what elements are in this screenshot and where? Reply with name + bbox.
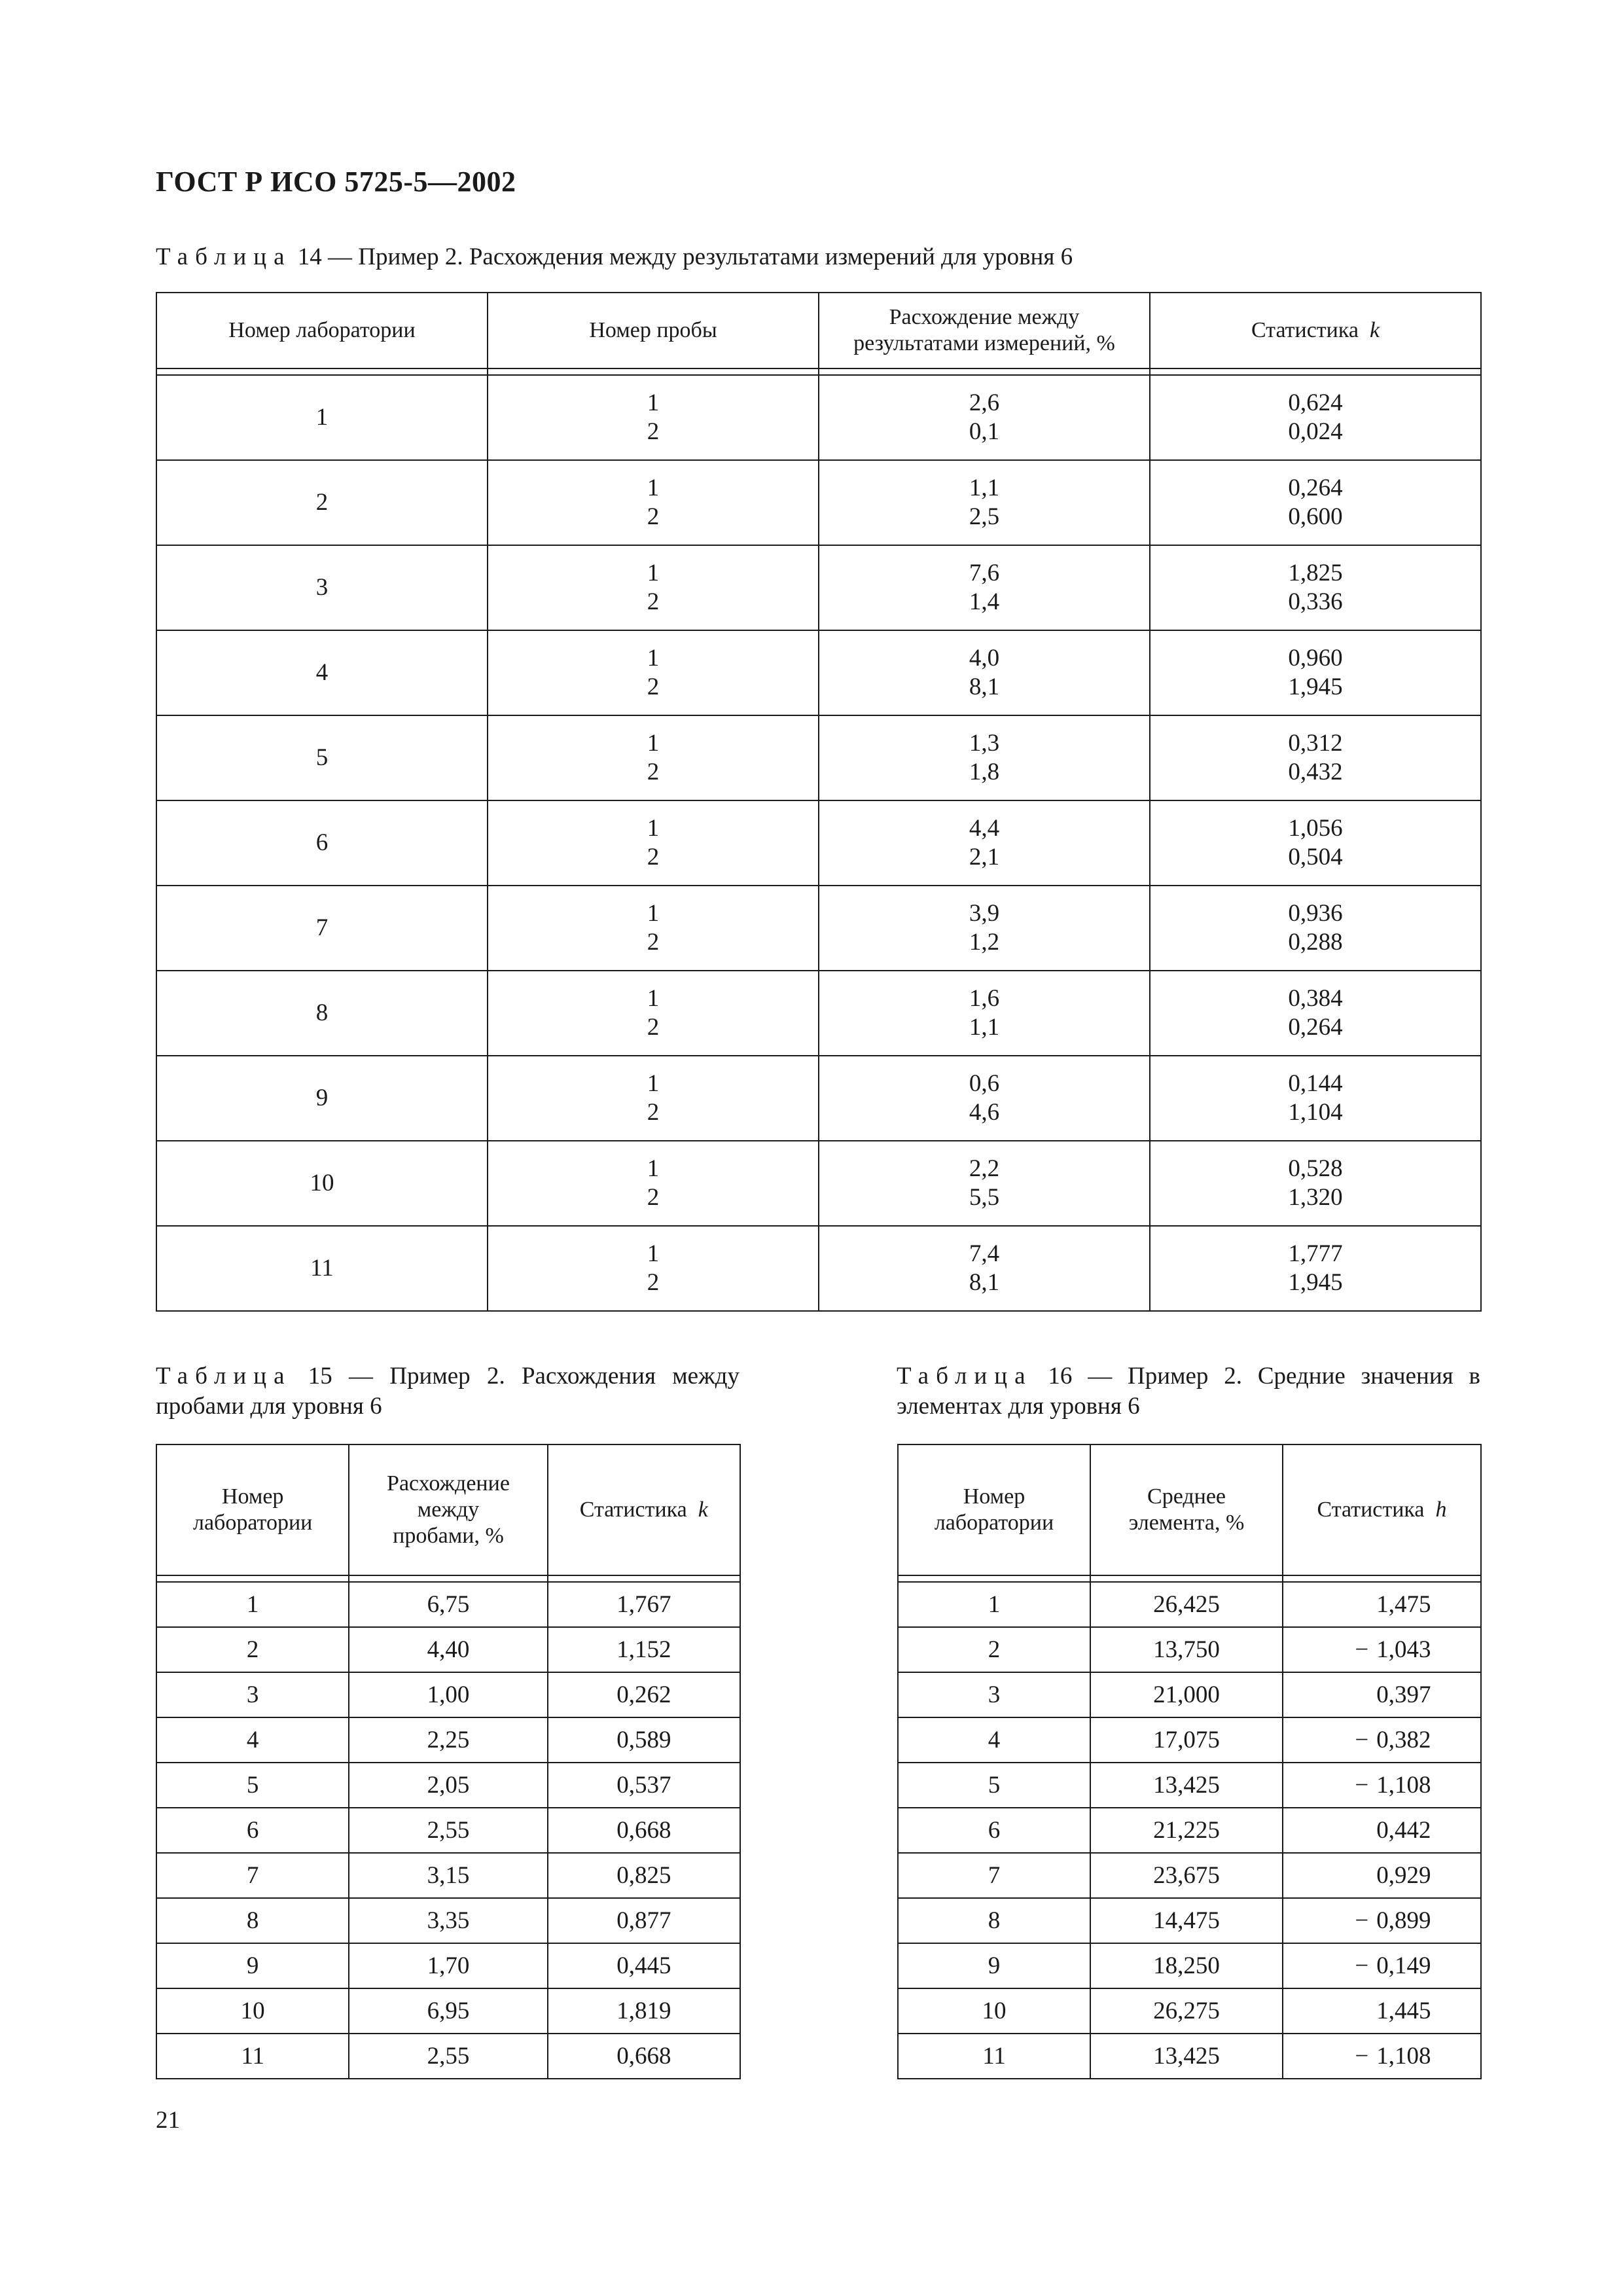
- table-15-caption-text: 15 — Пример 2. Расхождения между пробами для уровня 6: [156, 1363, 740, 1420]
- cell-value: 1,2: [969, 929, 1000, 956]
- statistic-h-value: [1333, 1952, 1431, 1981]
- cell-value: 1,104: [1288, 1099, 1343, 1126]
- header-line: пробами, %: [393, 1524, 504, 1548]
- lab-number-cell: 5: [898, 1763, 1090, 1808]
- cell-mean-cell: 26,275: [1090, 1988, 1283, 2034]
- value: 0,442: [1376, 1816, 1431, 1844]
- cell-value: 1: [647, 730, 660, 757]
- lab-number-cell: 10: [898, 1988, 1090, 2034]
- cell-mean-cell: 23,675: [1090, 1853, 1283, 1898]
- cell-value: 1: [647, 645, 660, 672]
- cell-value: 2: [647, 1184, 660, 1211]
- cell-value: 1,1: [969, 1014, 1000, 1041]
- statistic-h-value: [1333, 1590, 1431, 1619]
- lab-number-cell: 2: [898, 1627, 1090, 1672]
- statistic-k-cell: 0,445: [548, 1943, 740, 1988]
- table-row: [156, 1808, 740, 1853]
- discrepancy-cell: 3,15: [349, 1853, 547, 1898]
- cell-value: 0,624: [1288, 389, 1343, 416]
- table-row: [898, 1582, 1481, 1627]
- table-16-caption-word: Таблица: [897, 1363, 1033, 1390]
- statistic-k-cell: 0,877: [548, 1898, 740, 1943]
- cell-mean-cell: 14,475: [1090, 1898, 1283, 1943]
- table-14: [156, 292, 1482, 1312]
- cell-value: 1,056: [1288, 815, 1343, 842]
- lab-number-cell: 3: [156, 545, 488, 630]
- cell-value: 2: [647, 673, 660, 700]
- cell-value: 2: [647, 503, 660, 530]
- cell-value: 4,0: [969, 645, 1000, 672]
- cell-value: 1: [647, 815, 660, 842]
- table-row: [156, 630, 1481, 715]
- statistic-k-cell: 0,537: [548, 1763, 740, 1808]
- sign: −: [1355, 1952, 1369, 1979]
- discrepancy-cell: [819, 630, 1150, 715]
- cell-value: 0,264: [1288, 1014, 1343, 1041]
- header-line: Расхождение: [387, 1471, 510, 1496]
- lab-number-cell: 2: [156, 1627, 349, 1672]
- discrepancy-cell: 2,55: [349, 2034, 547, 2079]
- cell-value: 1,4: [969, 588, 1000, 615]
- cell-value: 1,320: [1288, 1184, 1343, 1211]
- sample-number-cell: [488, 886, 819, 971]
- header-statistic-symbol: k: [1369, 318, 1380, 342]
- header-lab-number: [156, 1444, 349, 1575]
- statistic-h-cell: [1283, 1943, 1481, 1988]
- cell-value: 0,504: [1288, 844, 1343, 870]
- table-16-caption-text: 16 — Пример 2. Средние значения в элементах для уровня 6: [897, 1363, 1480, 1420]
- sign: −: [1355, 1636, 1369, 1663]
- cell-value: 0,024: [1288, 418, 1343, 445]
- cell-value: 5,5: [969, 1184, 1000, 1211]
- discrepancy-cell: [819, 1141, 1150, 1226]
- statistic-k-cell: [1150, 715, 1481, 800]
- lab-number-cell: 4: [156, 1717, 349, 1763]
- statistic-h-cell: [1283, 1763, 1481, 1808]
- cell-value: 1,945: [1288, 1269, 1343, 1296]
- statistic-h-cell: [1283, 1717, 1481, 1763]
- discrepancy-cell: [819, 971, 1150, 1056]
- statistic-h-cell: [1283, 1672, 1481, 1717]
- cell-value: 2,1: [969, 844, 1000, 870]
- table-row: [156, 1898, 740, 1943]
- discrepancy-cell: 6,95: [349, 1988, 547, 2034]
- lab-number-cell: 7: [898, 1853, 1090, 1898]
- lab-number-cell: 11: [898, 2034, 1090, 2079]
- table-row: [898, 1672, 1481, 1717]
- statistic-k-cell: 0,589: [548, 1717, 740, 1763]
- cell-mean-cell: 18,250: [1090, 1943, 1283, 1988]
- table-row: [156, 1627, 740, 1672]
- lab-number-cell: 6: [156, 800, 488, 886]
- cell-value: 2,5: [969, 503, 1000, 530]
- cell-value: 0,600: [1288, 503, 1343, 530]
- table-14-caption-word: Таблица: [156, 243, 292, 270]
- cell-value: 1,945: [1288, 673, 1343, 700]
- lab-number-cell: 7: [156, 1853, 349, 1898]
- statistic-h-cell: [1283, 1898, 1481, 1943]
- value: 1,043: [1376, 1636, 1431, 1663]
- statistic-k-cell: [1150, 886, 1481, 971]
- header-line: Номер: [221, 1484, 284, 1509]
- statistic-k-cell: 0,668: [548, 1808, 740, 1853]
- table-15-caption: [156, 1361, 740, 1422]
- lab-number-cell: 1: [156, 1582, 349, 1627]
- statistic-h-value: [1333, 1771, 1431, 1800]
- cell-value: 1: [647, 1155, 660, 1182]
- cell-value: 1: [647, 985, 660, 1012]
- discrepancy-cell: [819, 886, 1150, 971]
- cell-value: 0,1: [969, 418, 1000, 445]
- lab-number-cell: 1: [156, 375, 488, 460]
- table-row: [156, 1988, 740, 2034]
- cell-value: 2: [647, 844, 660, 870]
- statistic-k-cell: [1150, 630, 1481, 715]
- cell-mean-cell: 13,425: [1090, 2034, 1283, 2079]
- cell-value: 0,936: [1288, 900, 1343, 927]
- sample-number-cell: [488, 375, 819, 460]
- cell-value: 2,6: [969, 389, 1000, 416]
- header-lab-number: [898, 1444, 1090, 1575]
- cell-value: 0,384: [1288, 985, 1343, 1012]
- cell-value: 1: [647, 1070, 660, 1097]
- value: 1,475: [1376, 1590, 1431, 1618]
- statistic-h-cell: [1283, 1808, 1481, 1853]
- cell-value: 0,336: [1288, 588, 1343, 615]
- sample-number-cell: [488, 630, 819, 715]
- discrepancy-cell: 3,35: [349, 1898, 547, 1943]
- statistic-k-cell: [1150, 1056, 1481, 1141]
- table-row: [898, 1717, 1481, 1763]
- header-cell-mean: [1090, 1444, 1283, 1575]
- discrepancy-cell: [819, 800, 1150, 886]
- cell-value: 4,4: [969, 815, 1000, 842]
- table-row: [156, 1056, 1481, 1141]
- sample-number-cell: [488, 800, 819, 886]
- statistic-k-cell: [1150, 1226, 1481, 1311]
- lab-number-cell: 9: [898, 1943, 1090, 1988]
- cell-value: 4,6: [969, 1099, 1000, 1126]
- value: 1,108: [1376, 1771, 1431, 1799]
- cell-value: 1: [647, 1240, 660, 1267]
- statistic-h-value: [1333, 1907, 1431, 1935]
- cell-value: 1,6: [969, 985, 1000, 1012]
- sample-number-cell: [488, 971, 819, 1056]
- discrepancy-cell: 2,05: [349, 1763, 547, 1808]
- statistic-h-cell: [1283, 1627, 1481, 1672]
- cell-value: 2,2: [969, 1155, 1000, 1182]
- statistic-k-cell: [1150, 375, 1481, 460]
- cell-value: 1: [647, 900, 660, 927]
- table-row: [156, 1141, 1481, 1226]
- lab-number-cell: 9: [156, 1056, 488, 1141]
- sample-number-cell: [488, 1226, 819, 1311]
- header-discrepancy: [819, 293, 1150, 368]
- discrepancy-cell: [819, 375, 1150, 460]
- header-line: лаборатории: [934, 1511, 1054, 1535]
- table-row: [898, 1943, 1481, 1988]
- sample-number-cell: [488, 1141, 819, 1226]
- lab-number-cell: 3: [156, 1672, 349, 1717]
- statistic-k-cell: 1,767: [548, 1582, 740, 1627]
- sample-number-cell: [488, 460, 819, 545]
- header-line: элемента, %: [1128, 1511, 1245, 1535]
- cell-value: 1: [647, 389, 660, 416]
- sample-number-cell: [488, 1056, 819, 1141]
- statistic-h-value: [1333, 1816, 1431, 1845]
- lab-number-cell: 3: [898, 1672, 1090, 1717]
- cell-mean-cell: 13,750: [1090, 1627, 1283, 1672]
- value: 0,899: [1376, 1907, 1431, 1934]
- table-row: [156, 1717, 740, 1763]
- statistic-h-value: [1333, 1636, 1431, 1664]
- lab-number-cell: 9: [156, 1943, 349, 1988]
- header-statistic-k: [1150, 293, 1481, 368]
- table-row: [156, 2034, 740, 2079]
- lab-number-cell: 7: [156, 886, 488, 971]
- header-statistic-symbol: k: [698, 1498, 708, 1522]
- discrepancy-cell: [819, 715, 1150, 800]
- table-14-caption-text: 14 — Пример 2. Расхождения между результатами измерений для уровня 6: [291, 243, 1073, 270]
- statistic-h-value: [1333, 1726, 1431, 1755]
- cell-mean-cell: 13,425: [1090, 1763, 1283, 1808]
- cell-value: 0,288: [1288, 929, 1343, 956]
- lab-number-cell: 5: [156, 715, 488, 800]
- discrepancy-cell: 6,75: [349, 1582, 547, 1627]
- cell-value: 1,8: [969, 759, 1000, 785]
- cell-value: 1,3: [969, 730, 1000, 757]
- sign: −: [1355, 2042, 1369, 2070]
- cell-value: 2: [647, 1014, 660, 1041]
- cell-value: 1,777: [1288, 1240, 1343, 1267]
- discrepancy-cell: [819, 1226, 1150, 1311]
- value: 1,445: [1376, 1997, 1431, 2024]
- cell-value: 1,1: [969, 475, 1000, 501]
- statistic-h-value: [1333, 1997, 1431, 2026]
- discrepancy-cell: [819, 1056, 1150, 1141]
- lab-number-cell: 4: [156, 630, 488, 715]
- table-row: [898, 1627, 1481, 1672]
- cell-value: 2: [647, 1099, 660, 1126]
- header-sample-discrepancy: [349, 1444, 547, 1575]
- cell-value: 8,1: [969, 673, 1000, 700]
- cell-value: 2: [647, 588, 660, 615]
- lab-number-cell: 8: [898, 1898, 1090, 1943]
- cell-mean-cell: 21,225: [1090, 1808, 1283, 1853]
- cell-value: 0,6: [969, 1070, 1000, 1097]
- table-row: [156, 1226, 1481, 1311]
- lab-number-cell: 2: [156, 460, 488, 545]
- cell-value: 1: [647, 475, 660, 501]
- table-row: [156, 545, 1481, 630]
- lab-number-cell: 1: [898, 1582, 1090, 1627]
- table-16-caption: [897, 1361, 1480, 1422]
- value: 0,397: [1376, 1681, 1431, 1708]
- table-row: [898, 1898, 1481, 1943]
- cell-value: 0,432: [1288, 759, 1343, 785]
- sign: −: [1355, 1726, 1369, 1753]
- header-line: между: [417, 1498, 480, 1522]
- header-line: лаборатории: [192, 1511, 313, 1535]
- statistic-k-cell: [1150, 545, 1481, 630]
- discrepancy-cell: 2,25: [349, 1717, 547, 1763]
- table-row: [156, 971, 1481, 1056]
- document-id: ГОСТ Р ИСО 5725-5—2002: [156, 166, 516, 198]
- statistic-k-cell: [1150, 800, 1481, 886]
- lab-number-cell: 8: [156, 971, 488, 1056]
- cell-value: 0,264: [1288, 475, 1343, 501]
- statistic-h-cell: [1283, 1582, 1481, 1627]
- cell-value: 0,312: [1288, 730, 1343, 757]
- cell-mean-cell: 21,000: [1090, 1672, 1283, 1717]
- table-row: [156, 1582, 740, 1627]
- table-row: [898, 1853, 1481, 1898]
- statistic-h-cell: [1283, 2034, 1481, 2079]
- discrepancy-cell: [819, 460, 1150, 545]
- sign: −: [1355, 1907, 1369, 1934]
- table-14-caption: [156, 242, 1073, 272]
- table-row: [898, 2034, 1481, 2079]
- value: 0,149: [1376, 1952, 1431, 1979]
- table-row: [156, 1763, 740, 1808]
- sign: −: [1355, 1771, 1369, 1799]
- table-row: [898, 1763, 1481, 1808]
- statistic-h-value: [1333, 1681, 1431, 1710]
- table-row: [898, 1988, 1481, 2034]
- cell-value: 1: [647, 560, 660, 586]
- header-statistic-h: [1283, 1444, 1481, 1575]
- statistic-k-cell: 0,825: [548, 1853, 740, 1898]
- header-discrepancy-line1: Расхождение между: [889, 305, 1080, 329]
- discrepancy-cell: [819, 545, 1150, 630]
- cell-value: 0,144: [1288, 1070, 1343, 1097]
- cell-value: 2: [647, 1269, 660, 1296]
- sample-number-cell: [488, 715, 819, 800]
- cell-value: 3,9: [969, 900, 1000, 927]
- statistic-h-cell: [1283, 1853, 1481, 1898]
- statistic-k-cell: 0,262: [548, 1672, 740, 1717]
- statistic-h-value: [1333, 2042, 1431, 2071]
- header-line: Среднее: [1147, 1484, 1226, 1509]
- lab-number-cell: 6: [156, 1808, 349, 1853]
- discrepancy-cell: 1,70: [349, 1943, 547, 1988]
- sample-number-cell: [488, 545, 819, 630]
- statistic-k-cell: 1,819: [548, 1988, 740, 2034]
- cell-value: 1,825: [1288, 560, 1343, 586]
- discrepancy-cell: 2,55: [349, 1808, 547, 1853]
- discrepancy-cell: 1,00: [349, 1672, 547, 1717]
- cell-value: 7,4: [969, 1240, 1000, 1267]
- discrepancy-cell: 4,40: [349, 1627, 547, 1672]
- statistic-k-cell: [1150, 971, 1481, 1056]
- table-row: [156, 800, 1481, 886]
- table-15-caption-word: Таблица: [156, 1363, 292, 1390]
- lab-number-cell: 8: [156, 1898, 349, 1943]
- cell-value: 8,1: [969, 1269, 1000, 1296]
- lab-number-cell: 5: [156, 1763, 349, 1808]
- table-row: [156, 886, 1481, 971]
- table-row: [156, 1853, 740, 1898]
- statistic-k-cell: [1150, 460, 1481, 545]
- table-row: [156, 1943, 740, 1988]
- lab-number-cell: 4: [898, 1717, 1090, 1763]
- header-statistic-symbol: h: [1435, 1498, 1447, 1522]
- cell-value: 0,960: [1288, 645, 1343, 672]
- table-row: [156, 375, 1481, 460]
- lab-number-cell: 11: [156, 2034, 349, 2079]
- cell-value: 2: [647, 929, 660, 956]
- lab-number-cell: 10: [156, 1141, 488, 1226]
- table-row: [156, 460, 1481, 545]
- lab-number-cell: 11: [156, 1226, 488, 1311]
- cell-mean-cell: 17,075: [1090, 1717, 1283, 1763]
- header-lab-number: Номер лаборатории: [156, 293, 488, 368]
- header-line: Номер: [963, 1484, 1026, 1509]
- table-row: [898, 1808, 1481, 1853]
- statistic-h-cell: [1283, 1988, 1481, 2034]
- header-discrepancy-line2: результатами измерений, %: [853, 331, 1115, 355]
- cell-mean-cell: 26,425: [1090, 1582, 1283, 1627]
- header-statistic-label: Статистика: [579, 1498, 687, 1522]
- statistic-k-cell: 1,152: [548, 1627, 740, 1672]
- table-16: [897, 1444, 1482, 2079]
- cell-value: 2: [647, 418, 660, 445]
- statistic-k-cell: [1150, 1141, 1481, 1226]
- page-number: 21: [156, 2107, 180, 2134]
- header-statistic-label: Статистика: [1317, 1498, 1425, 1522]
- header-statistic-label: Статистика: [1251, 318, 1359, 342]
- value: 1,108: [1376, 2042, 1431, 2070]
- value: 0,929: [1376, 1861, 1431, 1889]
- lab-number-cell: 10: [156, 1988, 349, 2034]
- table-15: [156, 1444, 741, 2079]
- cell-value: 0,528: [1288, 1155, 1343, 1182]
- header-statistic-k: [548, 1444, 740, 1575]
- value: 0,382: [1376, 1726, 1431, 1753]
- header-sample-number: Номер пробы: [488, 293, 819, 368]
- table-row: [156, 1672, 740, 1717]
- cell-value: 7,6: [969, 560, 1000, 586]
- statistic-h-value: [1333, 1861, 1431, 1890]
- table-row: [156, 715, 1481, 800]
- cell-value: 2: [647, 759, 660, 785]
- lab-number-cell: 6: [898, 1808, 1090, 1853]
- statistic-k-cell: 0,668: [548, 2034, 740, 2079]
